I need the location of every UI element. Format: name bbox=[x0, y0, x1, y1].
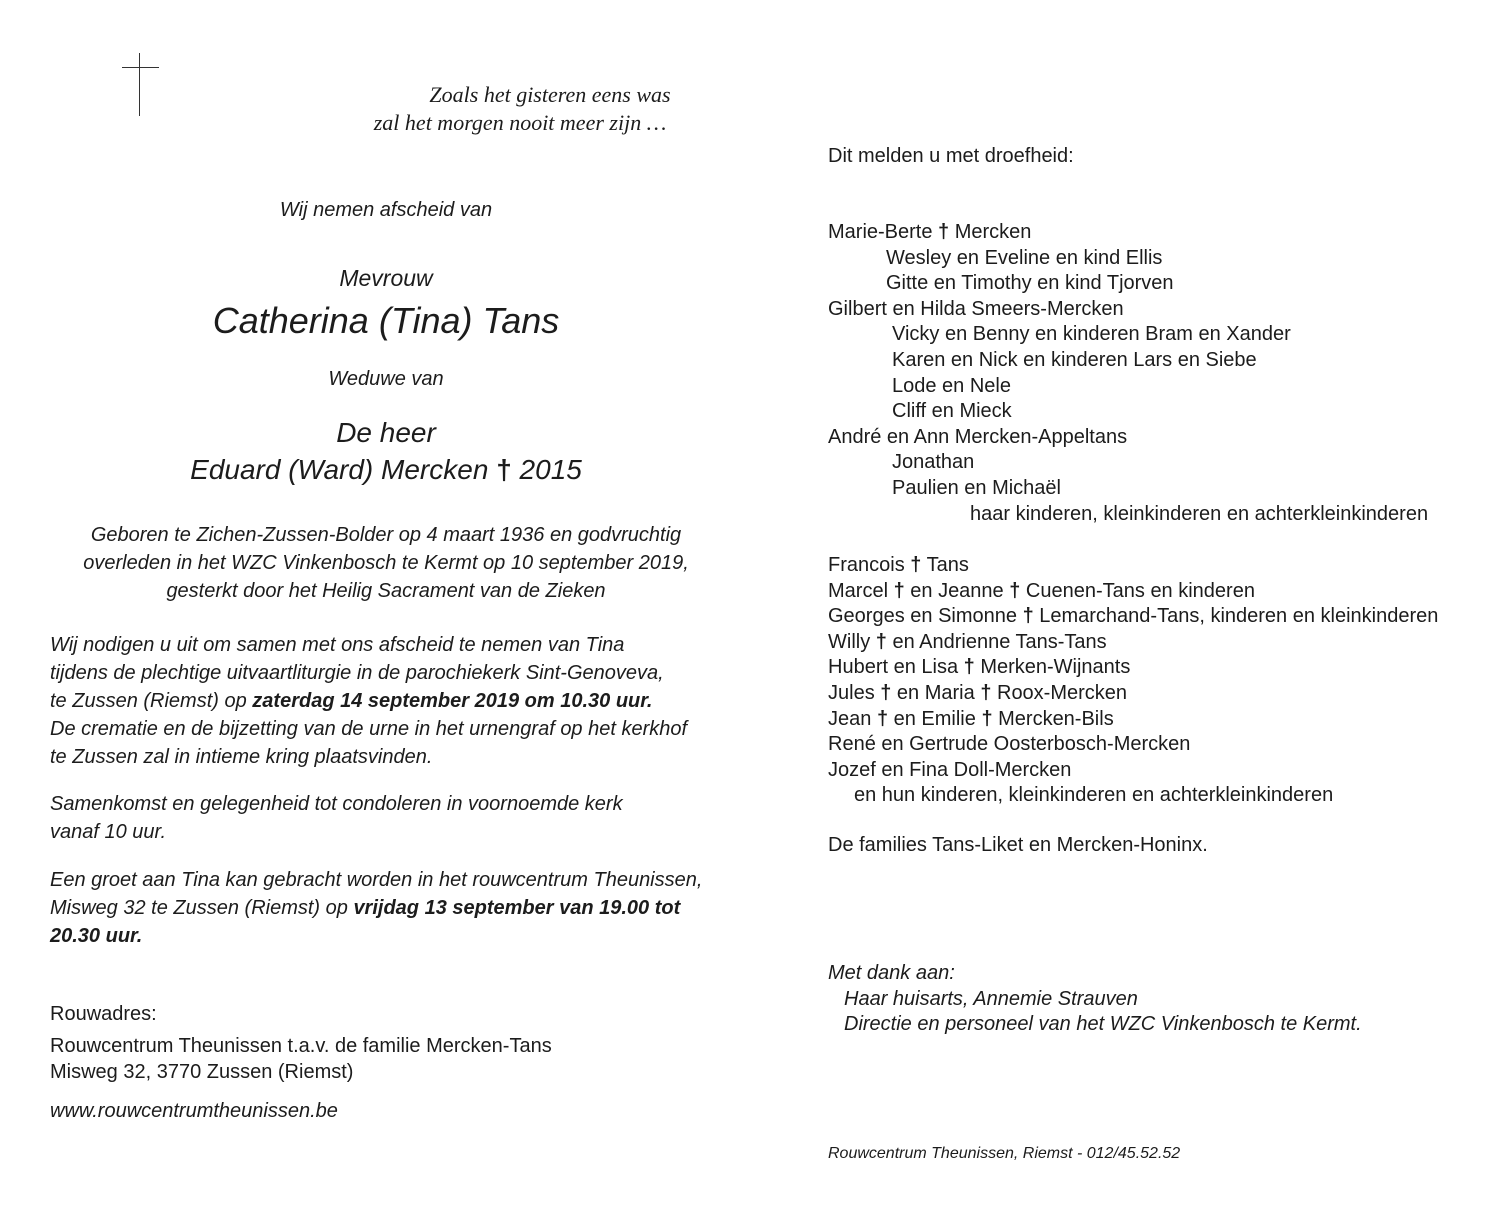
list-item: Gilbert en Hilda Smeers-Mercken bbox=[828, 297, 1124, 320]
name-text: Tans bbox=[921, 554, 969, 576]
name-text: en Andrienne Tans-Tans bbox=[886, 630, 1107, 653]
condolence-paragraph bbox=[50, 790, 623, 846]
dagger-icon: † bbox=[963, 656, 975, 679]
poem-line-2: zal het morgen nooit meer zijn … bbox=[373, 110, 667, 135]
list-item bbox=[828, 681, 1438, 707]
list-item bbox=[828, 604, 1438, 630]
dagger-icon: † bbox=[980, 681, 992, 704]
visitation-time-end: 20.30 uur. bbox=[50, 925, 143, 947]
list-item: Jonathan bbox=[892, 451, 975, 474]
list-item bbox=[828, 655, 1438, 681]
dagger-icon: † bbox=[880, 681, 892, 704]
name-text: Mercken-Bils bbox=[992, 707, 1114, 730]
name-text: Lemarchand-Tans, kinderen en kleinkinderen bbox=[1033, 605, 1439, 628]
birth-death-text bbox=[36, 521, 736, 605]
dagger-icon: † bbox=[875, 630, 887, 653]
invite-line-3 bbox=[50, 687, 687, 715]
invitation-paragraph bbox=[50, 631, 687, 771]
list-item: Lode en Nele bbox=[892, 374, 1011, 397]
list-item: André en Ann Mercken-Appeltans bbox=[828, 425, 1128, 448]
dagger-icon: † bbox=[876, 707, 889, 730]
name-text: Georges en Simonne bbox=[828, 605, 1023, 628]
invite-line-5: te Zussen zal in intieme kring plaatsvinden. bbox=[50, 746, 433, 768]
list-item: Karen en Nick en kinderen Lars en Siebe bbox=[892, 348, 1257, 371]
list-item: Wesley en Eveline en kind Ellis bbox=[886, 246, 1163, 269]
husband-name: Eduard (Ward) Mercken bbox=[190, 454, 489, 485]
name-text: Roox-Mercken bbox=[991, 681, 1128, 704]
name-text: en Maria bbox=[891, 681, 981, 704]
greet-line-2-text: Misweg 32 te Zussen (Riemst) op bbox=[50, 897, 354, 919]
list-item: Vicky en Benny en kinderen Bram en Xander bbox=[892, 323, 1291, 346]
family-list-tans bbox=[828, 553, 1438, 809]
deceased-title: Mevrouw bbox=[339, 265, 433, 291]
announcement: Dit melden u met droefheid: bbox=[828, 145, 1074, 167]
name-text: en Jeanne bbox=[904, 579, 1010, 602]
list-item: en hun kinderen, kleinkinderen en achterkleinkinderen bbox=[854, 784, 1334, 807]
list-item: Gitte en Timothy en kind Tjorven bbox=[886, 272, 1174, 295]
dagger-icon: † bbox=[496, 454, 512, 485]
list-item bbox=[828, 707, 1438, 733]
dagger-icon: † bbox=[1009, 579, 1021, 602]
name-text: Cuenen-Tans en kinderen bbox=[1020, 579, 1255, 602]
invite-line-1: Wij nodigen u uit om samen met ons afscheid te nemen van Tina bbox=[50, 634, 625, 656]
dagger-icon: † bbox=[981, 707, 993, 730]
dagger-icon: † bbox=[1022, 605, 1034, 628]
name-text: Mercken bbox=[949, 221, 1032, 243]
name-text: Jean bbox=[828, 707, 877, 730]
visitation-date: vrijdag 13 september van 19.00 tot bbox=[353, 897, 681, 919]
greet-line-1: Een groet aan Tina kan gebracht worden in het rouwcentrum Theunissen, bbox=[50, 869, 703, 891]
greeting-paragraph bbox=[50, 866, 702, 950]
birth-line-2: overleden in het WZC Vinkenbosch te Kermt op 10 september 2019, bbox=[83, 552, 689, 574]
families-line: De families Tans-Liket en Mercken-Honinx. bbox=[828, 834, 1208, 856]
poem-line-1: Zoals het gisteren eens was bbox=[429, 82, 671, 107]
condole-line-2: vanaf 10 uur. bbox=[50, 821, 167, 843]
name-text: en Emilie bbox=[888, 707, 982, 730]
husband-title: De heer bbox=[336, 417, 436, 448]
farewell-intro: Wij nemen afscheid van bbox=[279, 199, 493, 221]
name-text: Willy bbox=[828, 630, 876, 653]
name-text: Jules bbox=[828, 681, 881, 704]
name-text: Hubert en Lisa bbox=[828, 656, 964, 679]
condole-line-1: Samenkomst en gelegenheid tot condoleren in voornoemde kerk bbox=[50, 793, 623, 815]
list-item: Paulien en Michaël bbox=[892, 476, 1061, 499]
name-text: Francois bbox=[828, 554, 911, 576]
funeral-date: zaterdag 14 september 2019 om 10.30 uur. bbox=[252, 690, 653, 712]
invite-line-3-text: te Zussen (Riemst) op bbox=[50, 690, 253, 712]
thanks-line-1: Haar huisarts, Annemie Strauven bbox=[844, 988, 1138, 1010]
invite-line-2: tijdens de plechtige uitvaartliturgie in de parochiekerk Sint-Genoveva, bbox=[50, 662, 664, 684]
name-text: Merken-Wijnants bbox=[974, 656, 1131, 679]
dagger-icon: † bbox=[910, 554, 922, 576]
family-list-mercken bbox=[828, 220, 1428, 527]
list-item bbox=[828, 553, 1438, 579]
husband-death-year: 2015 bbox=[519, 454, 582, 485]
list-item: Jozef en Fina Doll-Mercken bbox=[828, 758, 1072, 781]
list-item bbox=[828, 579, 1438, 605]
name-text: Marcel bbox=[828, 579, 894, 602]
widow-of-label: Weduwe van bbox=[328, 368, 444, 390]
dagger-icon: † bbox=[938, 221, 950, 243]
website-link[interactable]: www.rouwcentrumtheunissen.be bbox=[50, 1100, 338, 1122]
list-item: Cliff en Mieck bbox=[892, 400, 1012, 423]
list-item bbox=[828, 220, 1428, 246]
deceased-name: Catherina (Tina) Tans bbox=[212, 300, 560, 341]
list-item: haar kinderen, kleinkinderen en achterkleinkinderen bbox=[970, 502, 1429, 525]
address-label: Rouwadres: bbox=[50, 1003, 157, 1025]
name-text: Marie-Berte bbox=[828, 221, 939, 243]
thanks-line-2: Directie en personeel van het WZC Vinkenbosch te Kermt. bbox=[844, 1013, 1362, 1035]
husband-name-line bbox=[136, 454, 636, 486]
thanks-label: Met dank aan: bbox=[828, 962, 955, 984]
greet-line-2 bbox=[50, 894, 702, 922]
dagger-icon: † bbox=[893, 579, 905, 602]
footer-credit: Rouwcentrum Theunissen, Riemst - 012/45.52.52 bbox=[828, 1145, 1181, 1162]
invite-line-4: De crematie en de bijzetting van de urne in het urnengraf op het kerkhof bbox=[50, 718, 688, 740]
list-item bbox=[828, 630, 1438, 656]
address-line-2: Misweg 32, 3770 Zussen (Riemst) bbox=[50, 1061, 354, 1083]
address-line-1: Rouwcentrum Theunissen t.a.v. de familie Mercken-Tans bbox=[50, 1035, 552, 1057]
birth-line-3: gesterkt door het Heilig Sacrament van de Zieken bbox=[166, 580, 606, 602]
birth-line-1: Geboren te Zichen-Zussen-Bolder op 4 maart 1936 en godvruchtig bbox=[90, 524, 682, 546]
list-item: René en Gertrude Oosterbosch-Mercken bbox=[828, 733, 1191, 756]
